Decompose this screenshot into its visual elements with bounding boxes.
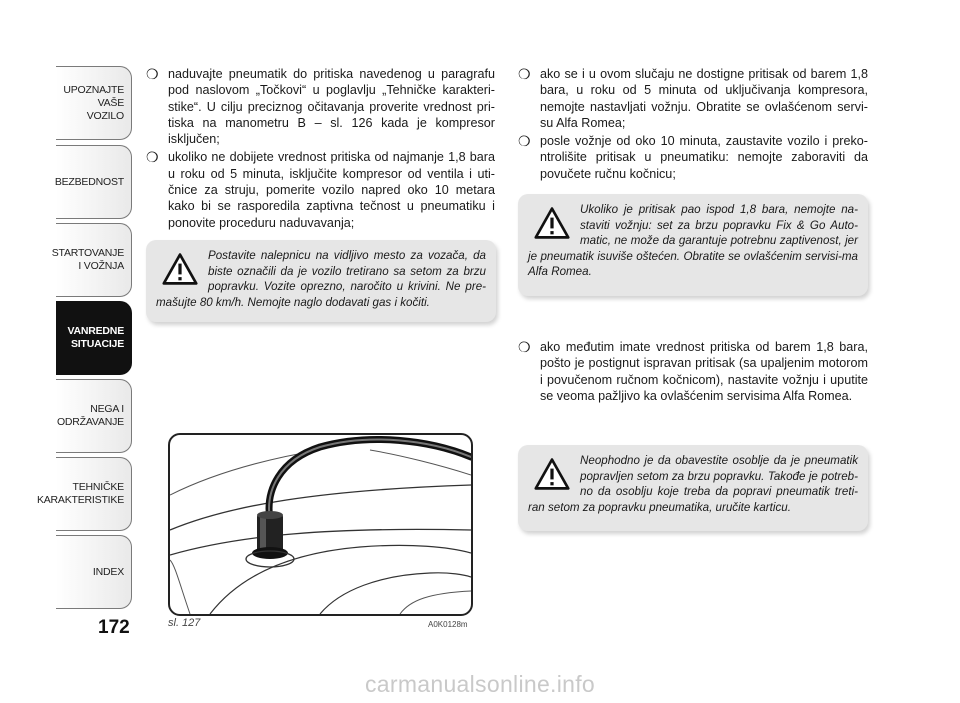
warning-box xyxy=(518,445,868,531)
figure-caption: sl. 127 xyxy=(168,617,201,629)
tab-tehnicke-karakteristike[interactable]: TEHNIČKE KARAKTERISTIKE xyxy=(56,457,132,531)
warning-triangle-icon xyxy=(162,252,198,286)
list-item xyxy=(518,66,868,131)
tire-valve-figure xyxy=(168,433,473,616)
list-item xyxy=(146,66,495,147)
bullet-text: posle vožnje od oko 10 minuta, zaustavite vozilo i preko-ntrolišite pritisak u pneumatiku: nemojte zaboraviti da povučete ručnu kočnicu; xyxy=(540,134,868,181)
bullet-text: ako međutim imate vrednost pritiska od barem 1,8 bara, pošto je postignut ispravan pritisak (sa upaljenim motorom i povučenom ručnom kočnicom), nastavite vožnju i uputite se veoma pažljivo ka ovlašćenim servisima Alfa Romea. xyxy=(540,340,868,403)
warning-text: Postavite nalepnicu na vidljivo mesto za vozača, da biste označili da je vozilo tretirano sa setom za brzu popravku. Vozite oprezno, naročito u krivini. Ne pre-mašujte 80 km/h. Nemojte naglo dodavati gas i kočiti. xyxy=(156,249,486,309)
tab-index[interactable]: INDEX xyxy=(56,535,132,609)
warning-triangle-icon xyxy=(534,457,570,491)
tab-vanredne-situacije[interactable]: VANREDNE SITUACIJE xyxy=(56,301,132,375)
bullet-icon: ❍ xyxy=(146,149,159,166)
warning-text: Neophodno je da obavestite osoblje da je pneumatik popravljen setom za brzu popravku. Takođe je potreb-no da osoblju koje treba da popravi pneumatik treti-ran setom za popravku pneumatika, uručite karticu. xyxy=(528,454,858,514)
warning-text: Ukoliko je pritisak pao ispod 1,8 bara, nemojte na-staviti vožnju: set za brzu popravku Fix & Go Auto-matic, ne može da garantuje potrebnu zaptivenost, jer je pneumatik isuviše oštećen. Obratite se ovlašćenim servisi-ma Alfa Romea. xyxy=(528,203,858,279)
tab-startovanje-i-voznja[interactable]: STARTOVANJE I VOŽNJA xyxy=(56,223,132,297)
figure-code: A0K0128m xyxy=(428,620,468,629)
bullet-icon: ❍ xyxy=(146,66,159,82)
warning-box xyxy=(518,194,868,296)
tab-upoznajte-vase-vozilo[interactable]: UPOZNAJTE VAŠE VOZILO xyxy=(56,66,132,140)
list-item xyxy=(518,339,868,404)
right-column-lower xyxy=(518,339,868,406)
bullet-text: ako se i u ovom slučaju ne dostigne pritisak od barem 1,8 bara, u roku od 5 minuta od uključivanja kompresora, nemojte nastavljati vožnju. Obratite se ovlašćenom servi-su Alfa Romea; xyxy=(540,67,868,130)
list-item xyxy=(146,149,495,230)
bullet-text: naduvajte pneumatik do pritiska navedenog u paragrafu pod naslovom „Točkovi“ u poglavlju „Tehničke karakteri-stike“. U cilju preciznog očitavanja proverite vrednost pri-tiska na manometru B – sl. 126 kada je kompresor isključen; xyxy=(168,67,495,147)
warning-triangle-icon xyxy=(534,206,570,240)
left-column xyxy=(146,66,495,233)
watermark: carmanualsonline.info xyxy=(364,671,596,697)
bullet-icon: ❍ xyxy=(518,339,531,355)
bullet-icon: ❍ xyxy=(518,133,531,150)
warning-box xyxy=(146,240,496,322)
bullet-icon: ❍ xyxy=(518,66,531,82)
list-item xyxy=(518,133,868,182)
right-column xyxy=(518,66,868,184)
page-number: 172 xyxy=(98,617,130,638)
bullet-text: ukoliko ne dobijete vrednost pritiska od najmanje 1,8 bara u roku od 5 minuta, isključite kompresor od ventila i uti-čnice za struju, pomerite vozilo napred oko 10 metara kako bi se rasporedila zaptivna tečnost u pneumatiku i ponovite proceduru naduvavanja; xyxy=(168,150,495,230)
tab-nega-i-odrzavanje[interactable]: NEGA I ODRŽAVANJE xyxy=(56,379,132,453)
valve-hose-illustration xyxy=(170,435,471,614)
tab-bezbednost[interactable]: BEZBEDNOST xyxy=(56,145,132,219)
